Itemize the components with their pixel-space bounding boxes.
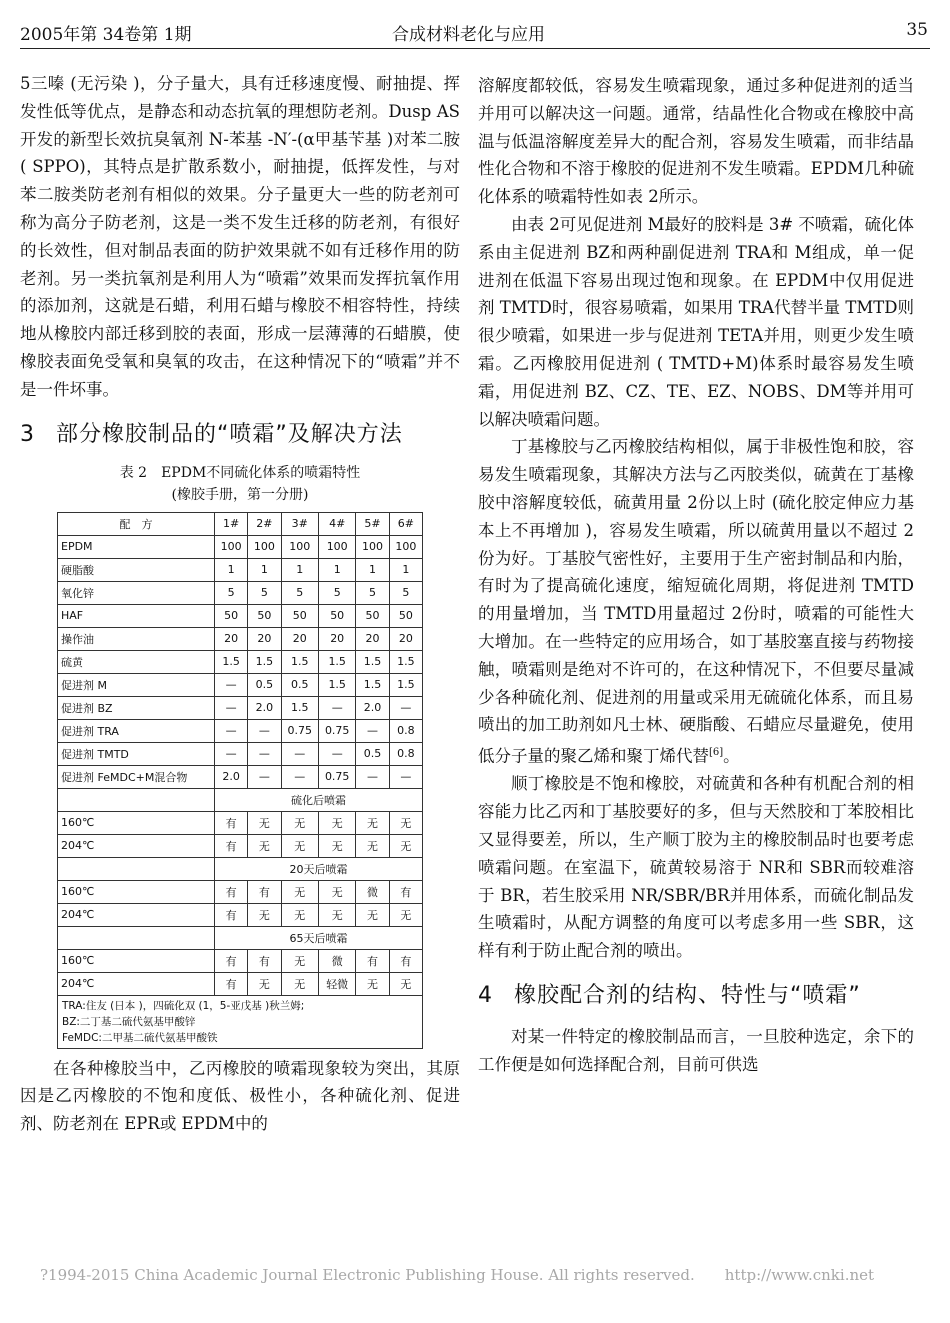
table-cell: 微 bbox=[318, 949, 355, 972]
table-cell: 1.5 bbox=[389, 650, 422, 673]
journal-title: 合成材料老化与应用 bbox=[392, 25, 545, 45]
row-label: EPDM bbox=[58, 535, 215, 558]
table-cell: 100 bbox=[389, 535, 422, 558]
table-cell: 有 bbox=[248, 880, 281, 903]
table-cell: 1.5 bbox=[215, 650, 248, 673]
row-label: 促进剂 TRA bbox=[58, 719, 215, 742]
row-label: 促进剂 BZ bbox=[58, 696, 215, 719]
table-cell: 有 bbox=[248, 949, 281, 972]
paragraph: 由表 2可见促进剂 M最好的胶料是 3# 不喷霜，硫化体系由主促进剂 BZ和两种副促进剂 TRA和 M组成，单一促进剂在低温下容易出现过饱和现象。在 EPDM中仅用促进剂 TMTD时，很容易喷霜，如果用 TRA代替半量 TMTD则很少喷霜，如果进一步与促进剂 TETA并用，则更少发生喷霜。乙丙橡胶用促进剂 ( TMTD+M)体系时最容易发生喷霜，用促进剂 BZ、CZ、TE、EZ、NOBS、DM等并用可以解决喷霜问题。 bbox=[478, 214, 914, 429]
table-row bbox=[58, 673, 423, 696]
section-number: 3 bbox=[20, 421, 35, 447]
row-label: 促进剂 M bbox=[58, 673, 215, 696]
table-row bbox=[58, 811, 423, 834]
row-label: 160℃ bbox=[58, 811, 215, 834]
table-cell: 无 bbox=[389, 903, 422, 926]
table-notes-row bbox=[58, 995, 423, 1048]
table-cell: 50 bbox=[248, 604, 281, 627]
table-cell: 0.8 bbox=[389, 719, 422, 742]
table-cell: 0.8 bbox=[389, 742, 422, 765]
table-cell: 5 bbox=[356, 581, 389, 604]
citation: [6] bbox=[709, 747, 724, 759]
table-cell: 无 bbox=[318, 811, 355, 834]
table-cell: 无 bbox=[281, 972, 318, 995]
table-cell: 50 bbox=[318, 604, 355, 627]
left-column bbox=[20, 70, 460, 1138]
table-row bbox=[58, 650, 423, 673]
table-row bbox=[58, 972, 423, 995]
table-row bbox=[58, 604, 423, 627]
row-label: 204℃ bbox=[58, 834, 215, 857]
section-number: 4 bbox=[478, 983, 493, 1008]
column-header: 3# bbox=[281, 512, 318, 535]
table-row bbox=[58, 719, 423, 742]
table-cell: — bbox=[318, 696, 355, 719]
column-header: 6# bbox=[389, 512, 422, 535]
page-number: 35 bbox=[906, 20, 928, 40]
table-cell: — bbox=[215, 696, 248, 719]
page-header bbox=[20, 14, 930, 49]
table-cell: 50 bbox=[356, 604, 389, 627]
table-cell: 无 bbox=[248, 811, 281, 834]
table-header-label: 配 方 bbox=[58, 512, 215, 535]
group-title-row bbox=[58, 788, 423, 811]
table-row bbox=[58, 949, 423, 972]
table-cell: — bbox=[248, 742, 281, 765]
paragraph bbox=[478, 433, 914, 770]
table-cell: — bbox=[215, 719, 248, 742]
table-cell: 有 bbox=[215, 903, 248, 926]
table-cell: 0.5 bbox=[356, 742, 389, 765]
table-cell: 无 bbox=[318, 903, 355, 926]
table-notes bbox=[58, 995, 423, 1048]
table-cell: 无 bbox=[356, 811, 389, 834]
row-label: 硫黄 bbox=[58, 650, 215, 673]
row-label: 160℃ bbox=[58, 949, 215, 972]
table-cell: 1.5 bbox=[356, 673, 389, 696]
paragraph: 顺丁橡胶是不饱和橡胶，对硫黄和各种有机配合剂的相容能力比乙丙和丁基胶要好的多，但与天然胶和丁苯胶相比又显得要差，所以，生产顺丁胶为主的橡胶制品时也要考虑喷霜问题。在室温下，硫黄较易溶于 NR和 SBR而较难溶于 BR，若生胶采用 NR/SBR/BR并用体系，而硫化制品发生喷霜时，从配方调整的角度可以考虑多用一些 SBR，这样有利于防止配合剂的喷出。 bbox=[478, 774, 914, 961]
row-label: 促进剂 TMTD bbox=[58, 742, 215, 765]
table-row bbox=[58, 581, 423, 604]
row-label: 204℃ bbox=[58, 903, 215, 926]
table-cell: — bbox=[356, 765, 389, 788]
table-cell: — bbox=[318, 742, 355, 765]
table-cell: 5 bbox=[389, 581, 422, 604]
table-cell: 无 bbox=[318, 880, 355, 903]
table-cell: 1 bbox=[248, 558, 281, 581]
table-cell: — bbox=[248, 719, 281, 742]
row-label: 促进剂 FeMDC+M混合物 bbox=[58, 765, 215, 788]
table-cell: 1 bbox=[389, 558, 422, 581]
table-cell: 1 bbox=[281, 558, 318, 581]
table-cell: 20 bbox=[389, 627, 422, 650]
row-label: 204℃ bbox=[58, 972, 215, 995]
table-cell: 0.75 bbox=[281, 719, 318, 742]
table-caption: 表 2 EPDM不同硫化体系的喷霜特性 bbox=[119, 464, 361, 481]
table-cell: 5 bbox=[281, 581, 318, 604]
table-cell: 100 bbox=[215, 535, 248, 558]
section-title: 部分橡胶制品的“喷霜”及解决方法 bbox=[56, 421, 403, 447]
copyright-footer: ?1994-2015 China Academic Journal Electronic Publishing House. All rights reserved. http://www.cnki.net bbox=[40, 1266, 875, 1284]
table-row bbox=[58, 742, 423, 765]
table-note: FeMDC:二甲基二硫代氨基甲酸铁 bbox=[62, 1031, 218, 1044]
table-cell: 1 bbox=[318, 558, 355, 581]
table-cell: 2.0 bbox=[215, 765, 248, 788]
table-caption-source: (橡胶手册，第一分册) bbox=[171, 486, 309, 503]
paragraph: 5三嗪 (无污染 )，分子量大，具有迁移速度慢、耐抽提、挥发性低等优点，是静态和动态抗氧的理想防老剂。Dusp AS开发的新型长效抗臭氧剂 N-苯基 -N′-(α甲基苄基 )对苯二胺 ( SPPO)，其特点是扩散系数小，耐抽提，低挥发性，与对苯二胺类防老剂有相似的效果。分子量更大一些的防老剂可称为高分子防老剂，这是一类不发生迁移的防老剂，有很好的长效性，但对制品表面的防护效果就不如有迁移作用的防老剂。另一类抗氧剂是利用人为“喷霜”效果而发挥抗氧作用的添加剂，这就是石蜡，利用石蜡与橡胶不相容特性，持续地从橡胶内部迁移到胶的表面，形成一层薄薄的石蜡膜，使橡胶表面免受氧和臭氧的攻击，在这种情况下的“喷霜”并不是一件坏事。 bbox=[20, 74, 460, 399]
table-cell: 无 bbox=[248, 903, 281, 926]
blank-cell bbox=[58, 788, 215, 811]
table-cell: 0.75 bbox=[318, 719, 355, 742]
section-heading bbox=[20, 418, 460, 452]
table-cell: 有 bbox=[215, 811, 248, 834]
table-cell: 5 bbox=[215, 581, 248, 604]
table-cell: — bbox=[356, 719, 389, 742]
table-cell: 100 bbox=[318, 535, 355, 558]
table-cell: 无 bbox=[356, 972, 389, 995]
table-cell: 有 bbox=[215, 880, 248, 903]
section-heading bbox=[478, 979, 914, 1013]
table-cell: 无 bbox=[389, 834, 422, 857]
table-cell: — bbox=[248, 765, 281, 788]
table-cell: 2.0 bbox=[248, 696, 281, 719]
table-cell: 无 bbox=[356, 834, 389, 857]
table-cell: 20 bbox=[281, 627, 318, 650]
table-cell: 无 bbox=[356, 903, 389, 926]
table-cell: 20 bbox=[248, 627, 281, 650]
table-cell: 50 bbox=[215, 604, 248, 627]
table-cell: — bbox=[389, 765, 422, 788]
table-cell: 有 bbox=[215, 949, 248, 972]
section-title: 橡胶配合剂的结构、特性与“喷霜” bbox=[514, 983, 861, 1008]
table-row bbox=[58, 558, 423, 581]
table-cell: 100 bbox=[281, 535, 318, 558]
table-cell: 无 bbox=[248, 972, 281, 995]
group-title: 硫化后喷霜 bbox=[215, 788, 423, 811]
table-cell: 50 bbox=[281, 604, 318, 627]
table-cell: 有 bbox=[389, 949, 422, 972]
table-row bbox=[58, 880, 423, 903]
table-cell: 20 bbox=[215, 627, 248, 650]
table-note: BZ:二丁基二硫代氨基甲酸锌 bbox=[62, 1015, 196, 1028]
table-cell: — bbox=[281, 765, 318, 788]
table-cell: 有 bbox=[215, 834, 248, 857]
group-title-row bbox=[58, 857, 423, 880]
table-row bbox=[58, 627, 423, 650]
table-cell: 20 bbox=[318, 627, 355, 650]
table-cell: 0.5 bbox=[248, 673, 281, 696]
row-label: 硬脂酸 bbox=[58, 558, 215, 581]
table-row bbox=[58, 903, 423, 926]
table-cell: 0.5 bbox=[281, 673, 318, 696]
table-header-row bbox=[58, 512, 423, 535]
table-cell: 有 bbox=[356, 949, 389, 972]
table-cell: — bbox=[389, 696, 422, 719]
table-cell: — bbox=[215, 673, 248, 696]
column-header: 2# bbox=[248, 512, 281, 535]
table-cell: 有 bbox=[215, 972, 248, 995]
paragraph-end: 。 bbox=[723, 746, 740, 766]
table-note: TRA:住友 (日本 )，四硫化双 (1，5-亚戊基 )秋兰姆; bbox=[62, 999, 305, 1012]
blank-cell bbox=[58, 857, 215, 880]
table-cell: 1 bbox=[215, 558, 248, 581]
table-cell: 2.0 bbox=[356, 696, 389, 719]
table-cell: 无 bbox=[281, 949, 318, 972]
paragraph: 对某一件特定的橡胶制品而言，一旦胶种选定，余下的工作便是如何选择配合剂，目前可供选 bbox=[478, 1027, 914, 1074]
table-cell: 1.5 bbox=[281, 696, 318, 719]
group-title-row bbox=[58, 926, 423, 949]
table-cell: 轻微 bbox=[318, 972, 355, 995]
table-cell: 50 bbox=[389, 604, 422, 627]
table-cell: 1.5 bbox=[389, 673, 422, 696]
table-cell: 无 bbox=[281, 834, 318, 857]
group-title: 65天后喷霜 bbox=[215, 926, 423, 949]
row-label: 氧化锌 bbox=[58, 581, 215, 604]
journal-issue: 2005年第 34卷第 1期 bbox=[20, 25, 192, 45]
table-cell: 100 bbox=[248, 535, 281, 558]
table-cell: 1.5 bbox=[281, 650, 318, 673]
table-cell: 无 bbox=[281, 903, 318, 926]
table-cell: 0.75 bbox=[318, 765, 355, 788]
table-cell: 1.5 bbox=[356, 650, 389, 673]
table-cell: 无 bbox=[281, 811, 318, 834]
paragraph: 在各种橡胶当中，乙丙橡胶的喷霜现象较为突出，其原因是乙丙橡胶的不饱和度低、极性小，各种硫化剂、促进剂、防老剂在 EPR或 EPDM中的 bbox=[20, 1058, 460, 1134]
table-cell: 无 bbox=[389, 972, 422, 995]
table-cell: — bbox=[281, 742, 318, 765]
table-row bbox=[58, 696, 423, 719]
table-cell: 1 bbox=[356, 558, 389, 581]
table-cell: 无 bbox=[389, 811, 422, 834]
table-cell: 1.5 bbox=[318, 673, 355, 696]
table-cell: 5 bbox=[318, 581, 355, 604]
table-cell: — bbox=[215, 742, 248, 765]
data-table bbox=[57, 512, 423, 1049]
table-cell: 1.5 bbox=[248, 650, 281, 673]
row-label: HAF bbox=[58, 604, 215, 627]
table-cell: 5 bbox=[248, 581, 281, 604]
blank-cell bbox=[58, 926, 215, 949]
table-row bbox=[58, 765, 423, 788]
row-label: 操作油 bbox=[58, 627, 215, 650]
column-header: 5# bbox=[356, 512, 389, 535]
table-cell: 1.5 bbox=[318, 650, 355, 673]
table-cell: 100 bbox=[356, 535, 389, 558]
column-header: 1# bbox=[215, 512, 248, 535]
column-header: 4# bbox=[318, 512, 355, 535]
table-cell: 无 bbox=[318, 834, 355, 857]
table-cell: 20 bbox=[356, 627, 389, 650]
table-cell: 无 bbox=[248, 834, 281, 857]
paragraph-text: 丁基橡胶与乙丙橡胶结构相似，属于非极性饱和胶，容易发生喷霜现象，其解决方法与乙丙胶类似，硫黄在丁基橡胶中溶解度较低，硫黄用量 2份以上时 (硫化胶定伸应力基本上不再增加 )，容易发生喷霜，所以硫黄用量以不超过 2份为好。丁基胶气密性好，主要用于生产密封制品和内胎，有时为了提高硫化速度，缩短硫化周期，将促进剂 TMTD的用量增加，当 TMTD用量超过 2份时，喷霜的可能性大大增加。在一些特定的应用场合，如丁基胶塞直接与药物接触，喷霜则是绝对不许可的，在这种情况下，不但要尽量减少各种硫化剂、促进剂的用量或采用无硫硫化体系，而且易喷出的加工助剂如凡士林、硬脂酸、石蜡应尽量避免，使用低分子量的聚乙烯和聚丁烯代替 bbox=[478, 437, 914, 766]
table-cell: 有 bbox=[389, 880, 422, 903]
table-row bbox=[58, 834, 423, 857]
group-title: 20天后喷霜 bbox=[215, 857, 423, 880]
row-label: 160℃ bbox=[58, 880, 215, 903]
table-row bbox=[58, 535, 423, 558]
right-column bbox=[478, 72, 914, 1079]
table-cell: 无 bbox=[281, 880, 318, 903]
paragraph: 溶解度都较低，容易发生喷霜现象，通过多种促进剂的适当并用可以解决这一问题。通常，结晶性化合物或在橡胶中高温与低温溶解度差异大的配合剂，容易发生喷霜，而非结晶性化合物和不溶于橡胶的促进剂不发生喷霜。EPDM几种硫化体系的喷霜特性如表 2所示。 bbox=[478, 76, 914, 207]
table-cell: 微 bbox=[356, 880, 389, 903]
